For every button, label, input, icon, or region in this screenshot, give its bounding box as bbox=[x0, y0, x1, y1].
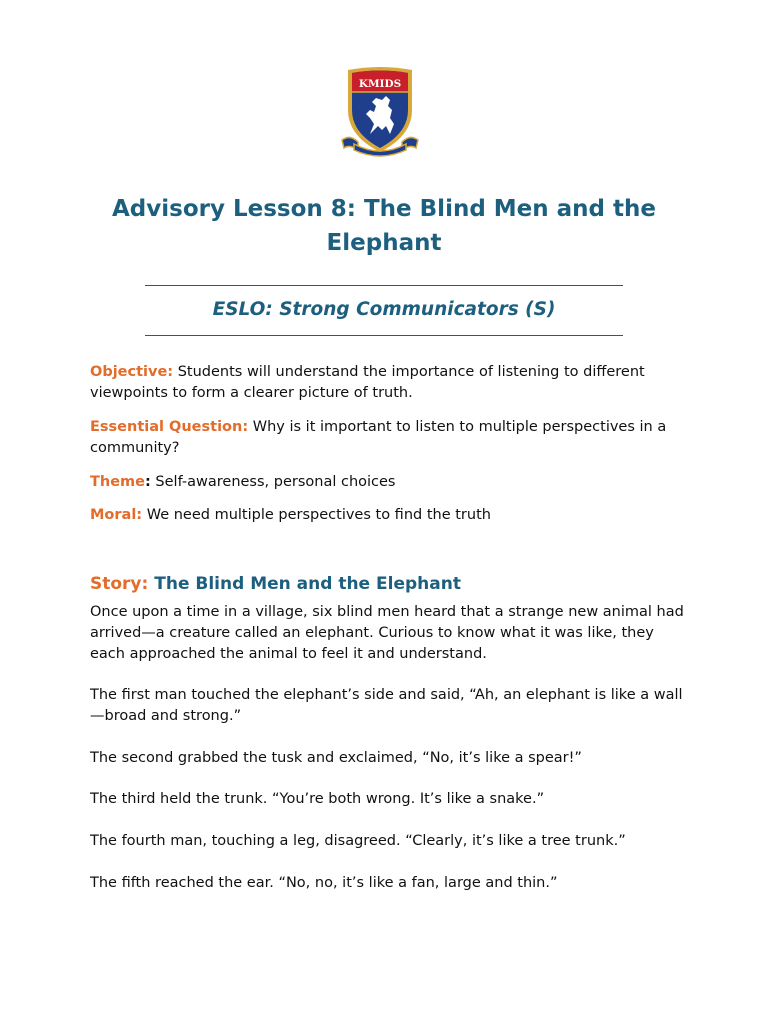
essential-question-text: Why is it important to listen to multiple perspectives in a community? bbox=[90, 419, 667, 456]
essential-question-field bbox=[90, 417, 690, 459]
story-paragraph: The second grabbed the tusk and exclaimed, “No, it’s like a spear!” bbox=[90, 750, 582, 766]
page-title: Advisory Lesson 8: The Blind Men and the Elephant bbox=[111, 196, 656, 256]
theme-label: Theme bbox=[90, 474, 145, 490]
moral-field bbox=[90, 505, 690, 526]
story-paragraph: The fourth man, touching a leg, disagreed. “Clearly, it’s like a tree trunk.” bbox=[90, 833, 626, 849]
essential-question-label: Essential Question: bbox=[90, 419, 249, 435]
objective-field bbox=[90, 362, 690, 404]
story-title: The Blind Men and the Elephant bbox=[154, 574, 461, 594]
school-logo bbox=[340, 62, 420, 162]
theme-field: Theme: Self-awareness, personal choices bbox=[90, 474, 396, 490]
moral-label: Moral: bbox=[90, 507, 143, 523]
story-paragraph: Once upon a time in a village, six blind men heard that a strange new animal had arrived—a creature called an elephant. Curious to know what it was like, they each approached the animal to feel it and understand. bbox=[90, 604, 684, 662]
objective-label: Objective: bbox=[90, 364, 174, 380]
objective-text: Students will understand the importance of listening to different viewpoints to form a clearer picture of truth. bbox=[90, 364, 645, 401]
theme-text: Self-awareness, personal choices bbox=[155, 474, 396, 490]
story-paragraph: The fifth reached the ear. “No, no, it’s like a fan, large and thin.” bbox=[90, 875, 558, 891]
moral-text: We need multiple perspectives to find the truth bbox=[146, 507, 491, 523]
crest-icon bbox=[340, 62, 420, 162]
story-paragraph: The first man touched the elephant’s side and said, “Ah, an elephant is like a wall—broad and strong.” bbox=[90, 687, 683, 724]
story-paragraph: The third held the trunk. “You’re both wrong. It’s like a snake.” bbox=[90, 791, 545, 807]
eslo-heading: ESLO: Strong Communicators (S) bbox=[212, 299, 556, 320]
divider-top bbox=[145, 285, 623, 286]
divider-bottom bbox=[145, 335, 623, 336]
crest-text: KMIDS bbox=[358, 78, 402, 90]
story-label: Story: bbox=[90, 574, 149, 594]
story-heading bbox=[90, 572, 461, 596]
